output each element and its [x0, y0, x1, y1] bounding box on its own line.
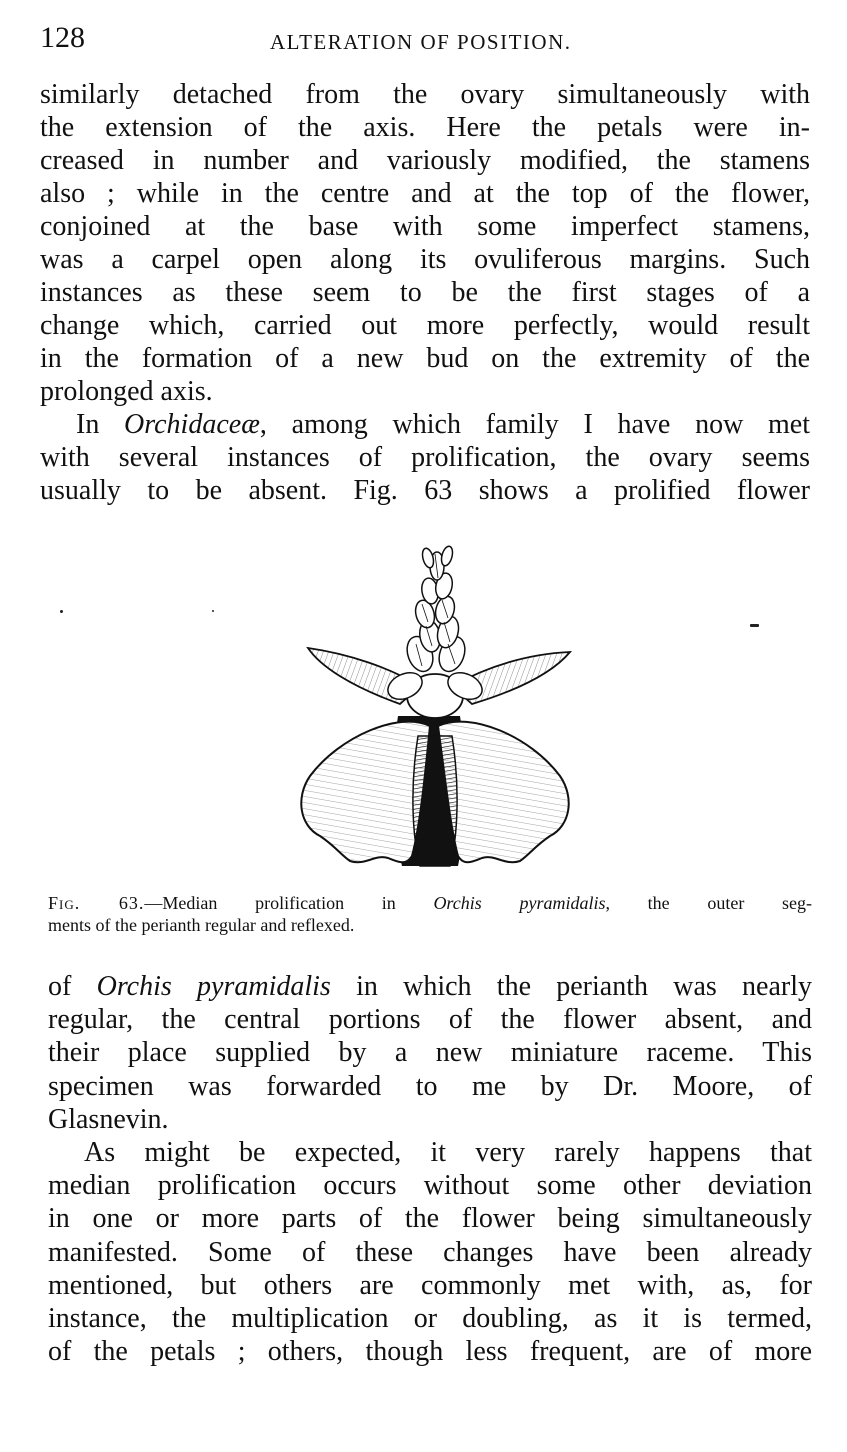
body-text-bottom [48, 970, 812, 1368]
text-line: in the formation of a new bud on the extremity of the [40, 343, 810, 374]
body-text-top [40, 78, 810, 507]
figure-label: Fig. 63. [48, 893, 145, 913]
taxon-name: Orchis pyramidalis [433, 893, 606, 913]
caption-line [48, 892, 812, 914]
text-line: of the petals ; others, though less frequent, are of more [48, 1336, 812, 1368]
text-line: Glasnevin. [48, 1103, 169, 1135]
caption-run: —Median prolification in [144, 893, 434, 913]
orchid-engraving [280, 536, 590, 876]
text-line: manifested. Some of these changes have been already [48, 1236, 812, 1268]
text-run: , among which family I have now met [259, 409, 810, 440]
print-speck [60, 610, 63, 613]
caption-line: ments of the perianth regular and reflexed. [48, 915, 355, 935]
taxon-name: Orchidaceæ [124, 409, 260, 440]
text-line: conjoined at the base with some imperfect stamens, [40, 211, 810, 242]
page-number: 128 [40, 21, 85, 54]
text-line: specimen was forwarded to me by Dr. Moore, of [48, 1070, 812, 1102]
text-line: similarly detached from the ovary simultaneously with [40, 79, 810, 110]
text-line: prolonged axis. [40, 376, 213, 407]
print-speck [750, 624, 759, 627]
caption-run: , the outer seg- [605, 893, 812, 913]
page-header [40, 18, 810, 58]
text-line: their place supplied by a new miniature raceme. This [48, 1037, 812, 1069]
text-line: mentioned, but others are commonly met with, as, for [48, 1269, 812, 1301]
text-line: creased in number and variously modified, the stamens [40, 145, 810, 176]
text-line: usually to be absent. Fig. 63 shows a prolified flower [40, 475, 810, 506]
running-head: ALTERATION OF POSITION. [270, 30, 572, 54]
figure-caption [48, 892, 812, 936]
text-line: change which, carried out more perfectly, would result [40, 310, 810, 341]
text-run: In [76, 409, 125, 440]
text-line: regular, the central portions of the flower absent, and [48, 1004, 812, 1036]
text-line: instance, the multiplication or doubling, as it is termed, [48, 1303, 812, 1335]
text-run: of [48, 971, 97, 1002]
text-run: in which the perianth was nearly [330, 971, 813, 1002]
text-line: instances as these seem to be the first stages of a [40, 277, 810, 308]
text-line: median prolification occurs without some other deviation [48, 1170, 812, 1202]
print-speck [212, 610, 214, 612]
text-line: also ; while in the centre and at the top of the flower, [40, 178, 810, 209]
text-line [40, 408, 810, 441]
text-line: in one or more parts of the flower being simultaneously [48, 1203, 812, 1235]
figure-orchid-illustration [280, 536, 590, 876]
text-line [48, 970, 812, 1003]
text-line: with several instances of prolification, the ovary seems [40, 442, 810, 473]
taxon-name: Orchis pyramidalis [96, 971, 331, 1002]
text-line: the extension of the axis. Here the petals were in- [40, 112, 810, 143]
text-line: was a carpel open along its ovuliferous margins. Such [40, 244, 810, 275]
text-line: As might be expected, it very rarely happens that [84, 1137, 812, 1169]
